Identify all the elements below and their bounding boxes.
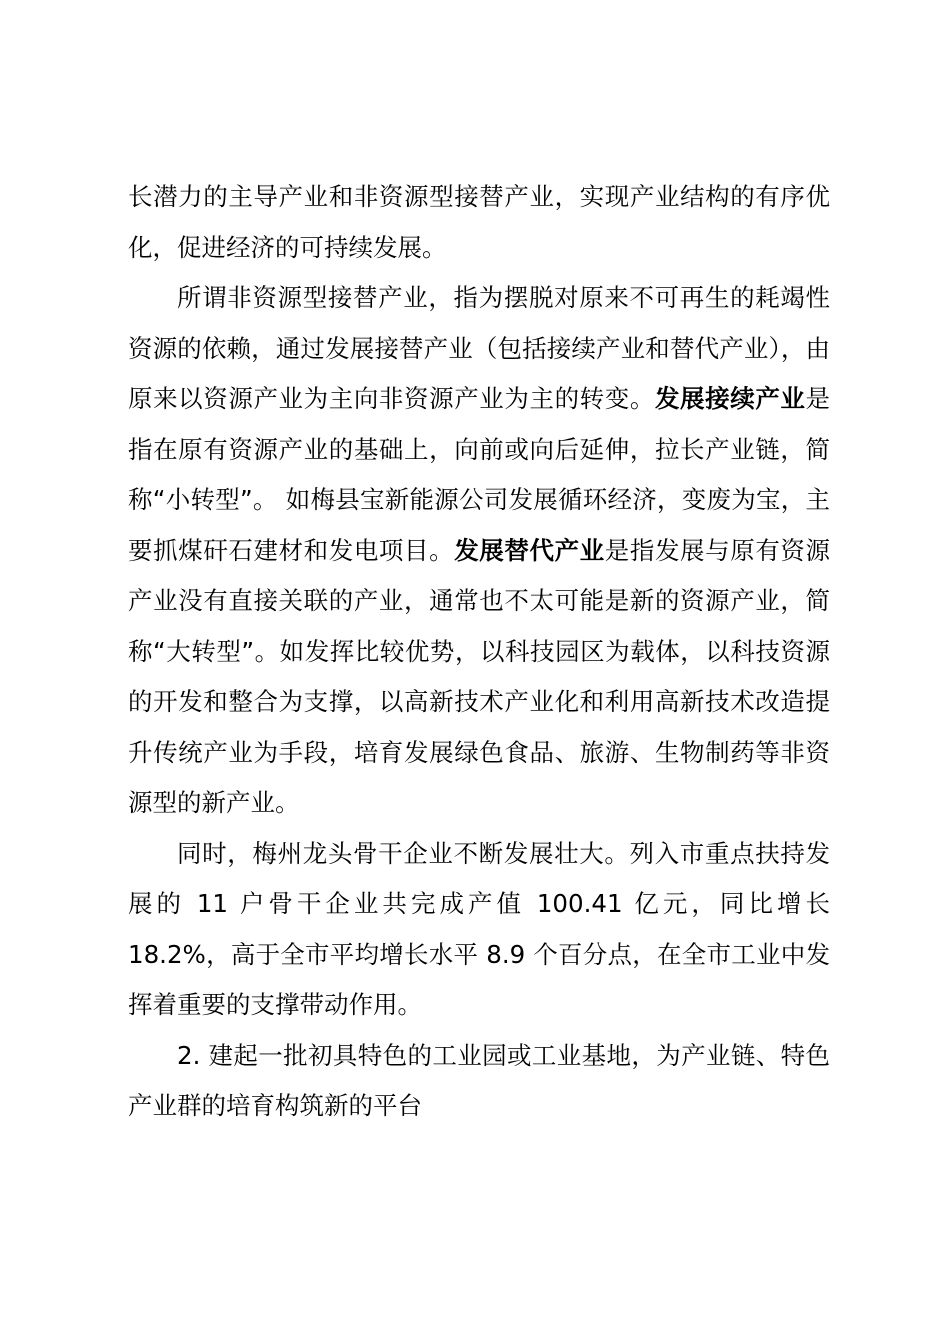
section-heading-industrial-parks: 2. 建起一批初具特色的工业园或工业基地，为产业链、特色产业群的培育构筑新的平台 [128,1040,830,1120]
paragraph-text-segment: 是指在原有资源产业的基础上，向前或向后延伸，拉长产业链，简称“小转型”。 如梅县宝新能源公司发展循环经济，变废为宝，主要抓煤矸石建材和发电项目。 [128,384,831,565]
paragraph-text-segment: 是指发展与原有资源产业没有直接关联的产业，通常也不太可能是新的资源产业，简称“大转型”。如发挥比较优势，以科技园区为载体，以科技资源的开发和整合为支撑，以高新技术产业化和利用高新技术改造提升传统产业为手段，培育发展绿色食品、旅游、生物制药等非资源型的新产业。 [128,535,831,817]
paragraph-leading-enterprises: 同时，梅州龙头骨干企业不断发展壮大。列入市重点扶持发展的 11 户骨干企业共完成产值 100.41 亿元，同比增长 18.2%，高于全市平均增长水平 8.9 个百分点，在全市工业中发挥着重要的支撑带动作用。 [128,838,830,1019]
paragraph-continuation: 长潜力的主导产业和非资源型接替产业，实现产业结构的有序优化，促进经济的可持续发展。 [128,182,830,262]
bold-term-substitute-industry: 发展替代产业 [454,535,605,565]
bold-term-continuation-industry: 发展接续产业 [654,384,806,413]
paragraph-text-segment: 所谓非资源型接替产业，指为摆脱对原来不可再生的耗竭性资源的依赖，通过发展接替产业（包括接续产业和替代产业），由原来以资源产业为主向非资源产业为主的转变。 [128,283,830,413]
document-body [128,172,830,1132]
paragraph-replacement-industry [128,273,830,829]
